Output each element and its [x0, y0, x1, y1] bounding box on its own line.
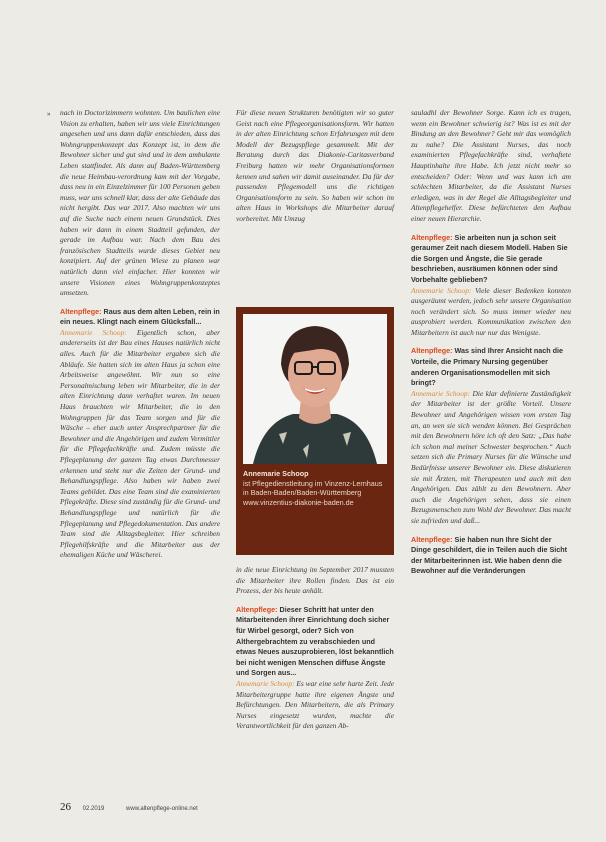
page-number: 26: [60, 801, 71, 813]
column-1: [60, 108, 220, 561]
interview-answer: [236, 679, 394, 732]
question-text: Raus aus dem alten Leben, rein in ein neues. Klingt nach einem Glücksfall...: [60, 306, 220, 327]
question-text: Dieser Schritt hat unter den Mitarbeitenden ihrer Einrichtung doch sicher für Wirbel gesorgt, oder? Sich von Althergebrachtem zu verabschieden und etwas Neues auszuprobieren, löst bekanntlich bei nicht wenigen Menschen diffuse Ängste und Sorgen aus...: [236, 604, 394, 678]
answer-text: Es war eine sehr harte Zeit. Jede Mitarbeitergruppe hatte ihre eigenen Ängste und Befürchtungen. Den Mitarbeitern, die als Primary Nurses eingesetzt wurden, machte die Verantwortlichkeit für den ganzen Ab-: [236, 678, 394, 731]
answer-text: Die klar definierte Zuständigkeit der Mitarbeiter ist der größte Vorteil. Unsere Bewohner und Angehörigen wissen vom ersten Tag an, an wen sie sich wenden können. Bei Gesprächen mit den Bewohnern höre ich oft den Satz: „Das habe ich schon mal meiner Schwester besprochen.“ Auch setzen sich die Primary Nurses für die Wünsche und Bedürfnisse unserer Bewohner ein. Diese diskutieren sie mit Ärzten, mit Therapeuten und auch mit den Angehörigen. Das zählt zu den Bewohnern. Aber auch die Angehörigen sehen, dass sie einen Bezugsmenschen zum Wohl der Bewohner. Das macht sie zufrieden und daß...: [411, 388, 571, 525]
column-3: [411, 108, 571, 577]
portrait-box: [236, 307, 394, 555]
interview-question: [236, 605, 394, 679]
interview-question: [411, 346, 571, 388]
answer-speaker: Annemarie Schoop:: [411, 285, 472, 295]
interview-question: [411, 535, 571, 577]
paragraph: sauladhl der Bewohner Sorge. Kann ich es tragen, wenn ein Bewohner schwierig ist? Was ist es mit der Bindung an den Bewohner? Geht mir das womöglich zu nahe? Die Assistant Nurses, das noch examinierten Pflegefachkräfte sind, verhaftete Hauptinhalte ihre Habe. Ich jetzt nicht mehr so entscheiden? Oder: Wenn und was kann ich am schlechten Mitarbeiter, da die Assistant Nurses erledigen, was in der Regel die Alltagsbegleiter und Altenpflegehelfer. Diese befürchteten den Aufbau einer neuen Hierarchie.: [411, 108, 571, 223]
question-text: Sie haben nun Ihre Sicht der Dinge geschildert, die in Teilen auch die Sicht der Mitarbeiterinnen ist. Wie haben denn die Bewohner auf die Veränderungen: [411, 534, 568, 576]
column-2: [236, 108, 394, 225]
question-text: Sie arbeiten nun ja schon seit geraumer Zeit nach diesem Modell. Haben Sie die Sorgen und Ängste, die Sie gerade beschrieben, ausräumen können oder sind Vorbehalte geblieben?: [411, 232, 568, 284]
interview-answer: [411, 286, 571, 339]
footer-url: www.altenpflege-online.net: [126, 806, 198, 812]
answer-speaker: Annemarie Schoop:: [60, 327, 127, 337]
continuation-marker: »: [47, 110, 51, 118]
interview-question: [60, 307, 220, 328]
question-tag: Altenpflege:: [236, 604, 278, 614]
portrait-caption: [243, 469, 389, 507]
question-tag: Altenpflege:: [411, 534, 453, 544]
page-footer: [60, 801, 218, 813]
answer-speaker: Annemarie Schoop:: [411, 388, 471, 398]
portrait-name: Annemarie Schoop: [243, 469, 309, 478]
question-text: Was sind Ihrer Ansicht nach die Vorteile, die Primary Nursing gegenüber anderen Organisationsmodellen mit sich bringt?: [411, 346, 564, 388]
interview-answer: [411, 389, 571, 527]
portrait-url: www.vinzentius-diakonie-baden.de: [243, 497, 354, 507]
answer-speaker: Annemarie Schoop:: [236, 678, 295, 688]
column-2-lower: [236, 565, 394, 732]
portrait-description: ist Pflegedienstleitung im Vinzenz-Lernhaus in Baden-Baden/Baden-Württemberg: [243, 478, 383, 498]
interview-question: [411, 233, 571, 286]
question-tag: Altenpflege:: [411, 232, 453, 242]
paragraph: Für diese neuen Strukturen benötigten wir so guter Geist nach eine Pflegeorganisationsform. Wir hatten in der alten Einrichtung schon Erfahrungen mit dem Modell der Bezugspflege gesammelt. Mit der Beratung durch das Diakonie-Caritasverband Freiburg hatten wir mehr Organisationsformen kennen und sahen wir damit auseinander. Da für der passenden Pflegemodell uns die richtigen Organisationsform zu sein. So haben wir schon im alten Haus in Workshops die Mitarbeiter darauf vorbereitet. Mit Umzug: [236, 108, 394, 223]
portrait-photo: [243, 314, 387, 464]
interview-answer: [60, 328, 220, 561]
paragraph: nach in Doctorizimmern wohnten. Um baulichen eine Vision zu erhalten, haben wir uns viele Einrichtungen angesehen und uns dann dafür entschieden, dass das Wohngruppenkonzept das Konzept ist, in dem die Bewohner sicher und gut sind und in dem ambulante Leben stattfindet. Als dann auf Baden-Württemberg die neue Heimbau-verordnung kam mit der Vorgabe, dass neu in ein Einzelzimmer für 100 Personen geben muss, war uns schnell klar, dass der alte Gebäude das nicht hergibt. Das war 2017. Also machten wir uns auf die Suche nach einem neuen Grundstück. Dies haben wir dann in einem Stadtteil gefunden, der gerade im Aufbau war. Nach dem Bau des französischen Stadtteils wurde dieses Gebiet neu konzipiert. Auf der grünen Wiese zu planen war natürlich dann viel einfacher. Hier konnten wir unsere Visionen eines Wohngruppenkonzeptes umsetzen.: [60, 108, 220, 298]
issue-date: 02.2019: [82, 806, 105, 812]
portrait-image: [243, 314, 387, 464]
paragraph: in die neue Einrichtung im September 2017 mussten die Mitarbeiter ihre Rollen finden. Das ist ein Prozess, der bis heute anhält.: [236, 565, 394, 596]
answer-text: Eigentlich schon, aber andererseits ist der Bau eines Hauses natürlich nicht alles. Auch für die Mitarbeiter ergaben sich die Abläufe. Sie hatten sich im alten Haus ja schon eine Arbeitsweise angewöhnt. Wir nun so eine Personalmischung leben wir Mitarbeiter, die in der alten Einrichtung dann verhaftet waren. Im neuen Haus brauchten wir Mitarbeiter, die in den Wohngruppen für das Team sorgen und für die Wäsche – eher auch unter Ansprechpartner für die Bewohner und die Angehörigen und zudem Vermittler für die Pflegefachkräfte und. Zudem müsste die Pflegeplanung der ganzen Tag etwas Durchmesser erkennen und steht nur die Zeiten der Grund- und Behandlungspflege. Also haben wir haben zwei Teams gebildet. Das eine Team sind die examinierten Pflegekräfte. Diese sind zuständig für die Grund- und Behandlungspflege und natürlich für die Pflegeplanung und Pflegedokumentation. Das andere Team sind die Alltagsbegleiter. Hier schreiben Pflegehilfskräfte und die Mitarbeiter aus der ehemaligen Küche und Wäscherei.: [60, 327, 220, 560]
question-tag: Altenpflege:: [60, 306, 102, 316]
answer-text: Viele dieser Bedenken konnten ausgeräumt werden, jedoch sehr unsere Organisation noch verändert sich. So muss immer wieder neu ausprobiert werden. Kommunikation zwischen den Mitarbeitern ist auch nur nur das Wenigste.: [411, 285, 572, 337]
question-tag: Altenpflege:: [411, 346, 453, 356]
